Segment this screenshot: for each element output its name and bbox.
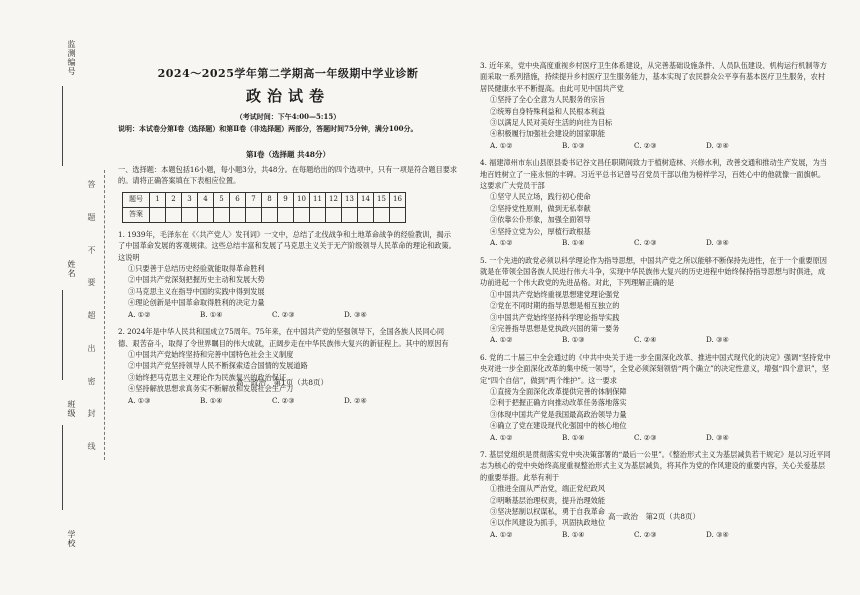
class-line — [62, 425, 63, 510]
seal-char: 答 — [87, 180, 96, 188]
question-option: ③以满足人民对美好生活的向往为目标 — [490, 118, 613, 128]
answer-choice[interactable]: D. ②④ — [706, 140, 729, 150]
seal-line-text — [86, 180, 97, 450]
question-option: ②党在不同时期的指导思想是相互独立的 — [490, 301, 620, 311]
question-option: ②明晰基层治理权责，提升治理效能 — [490, 495, 606, 505]
answer-choices — [480, 529, 832, 540]
answer-choice[interactable]: D. ③④ — [706, 335, 729, 345]
question-option: ④完善指导思想是党执政兴国的第一要务 — [490, 323, 620, 333]
section-instructions: 一、选择题：本题包括16小题，每小题3分，共48分。在每题给出的四个选项中，只有一项是符合题目要求的。请将正确答案填在下表相应位置。 — [118, 165, 458, 186]
question-block — [480, 60, 832, 151]
question-block — [118, 326, 458, 406]
question-option: ②中国共产党深刻把握历史主动和发展大势 — [128, 275, 265, 285]
answer-table-answer-row — [123, 207, 406, 222]
answer-cell[interactable] — [262, 207, 278, 222]
question-option: ④坚持解放思想求真务实不断解放和发展社会生产力 — [128, 384, 294, 394]
seal-char: 要 — [87, 278, 96, 287]
answer-choice[interactable]: C. ②④ — [634, 335, 657, 345]
question-stem: 4. 福建漳州市东山县原县委书记谷文昌任职期间致力于植树造林、兴修水利，改善交通和推动生产发展，为当地百姓树立了一座永恒的丰碑。习近平总书记曾号召党员干部以他为榜样学习，百姓心中的他就像一面旗帜。这要求广大党员干部 — [480, 158, 827, 191]
answer-choice[interactable]: A. ①② — [490, 335, 513, 345]
answer-choice[interactable]: C. ②③ — [634, 432, 657, 442]
question-block — [480, 255, 832, 346]
seal-char: 密 — [87, 376, 96, 385]
answer-number: 7 — [246, 192, 262, 207]
answer-number: 12 — [326, 192, 342, 207]
answer-cell[interactable] — [374, 207, 390, 222]
answer-choices — [480, 140, 832, 151]
answer-cell[interactable] — [182, 207, 198, 222]
answer-choice[interactable]: D. ③④ — [706, 432, 729, 442]
answer-number: 4 — [198, 192, 214, 207]
answer-cell[interactable] — [278, 207, 294, 222]
question-block — [480, 449, 832, 540]
seal-char: 封 — [87, 409, 96, 418]
question-option: ①中国共产党始终重视思想建党理论强党 — [490, 289, 620, 299]
answer-cell[interactable] — [214, 207, 230, 222]
answer-number: 9 — [278, 192, 294, 207]
answer-number: 5 — [214, 192, 230, 207]
answer-choice[interactable]: B. ①④ — [200, 309, 223, 319]
question-option: ③中国共产党始终坚持科学理论指导实践 — [490, 312, 620, 322]
answer-table — [122, 192, 406, 223]
answer-choice[interactable]: A. ①③ — [128, 395, 151, 405]
answer-choice[interactable]: B. ①③ — [562, 140, 585, 150]
name-label: 姓名 — [67, 260, 76, 278]
question-stem: 5. 一个先进的政党必须以科学理论作为指导思想，中国共产党之所以能够不断保持先进性，在于一个重要原因就是在带领全国各族人民进行伟大斗争，实现中华民族伟大复兴的历史进程中始终保持指导思想与时俱进，成功前进起一个伟大政党的先进品格。对此，下列理解正确的是 — [480, 255, 827, 288]
answer-cell[interactable] — [246, 207, 262, 222]
question-option: ④坚持立党为公，厚植行政根基 — [490, 226, 591, 236]
answer-choice[interactable]: B. ①④ — [562, 432, 585, 442]
answer-number: 1 — [150, 192, 166, 207]
answer-number: 3 — [182, 192, 198, 207]
answer-number: 16 — [390, 192, 406, 207]
answer-choice[interactable]: C. ②③ — [634, 238, 657, 248]
answer-choice[interactable]: A. ①② — [490, 529, 513, 539]
question-block — [118, 229, 458, 320]
question-option: ④积极履行加强社会建设的国家职能 — [490, 129, 606, 139]
question-option: ②坚持党性原则，做到无私奉献 — [490, 203, 591, 213]
question-option: ①直接为全面深化改革提供完善的体制保障 — [490, 386, 627, 396]
question-option: ④确立了党在建设现代化强国中的核心地位 — [490, 421, 627, 431]
question-option: ①中国共产党始终坚持和完善中国特色社会主义制度 — [128, 349, 294, 359]
answer-choice[interactable]: A. ①② — [128, 309, 151, 319]
answer-cell[interactable] — [166, 207, 182, 222]
answer-cell[interactable] — [230, 207, 246, 222]
answer-choice[interactable]: B. ①④ — [562, 238, 585, 248]
question-option: ④理论创新是中国革命取得胜利的决定力量 — [128, 298, 265, 308]
question-option: ①推进全面从严治党，端正党纪政风 — [490, 484, 606, 494]
exam-note: 说明：本试卷分第Ⅰ卷（选择题）和第Ⅱ卷（非选择题）两部分，答题时间75分钟，满分100分。 — [118, 124, 418, 134]
question-option: ②中国共产党坚持领导人民不断探索适合国情的发展道路 — [128, 361, 308, 371]
class-label: 班级 — [67, 400, 76, 418]
question-option: ③始终把马克思主义理论作为民族复兴的政治保证 — [128, 372, 287, 382]
section-title: 第Ⅰ卷（选择题 共48分） — [245, 149, 331, 159]
answer-choice[interactable]: A. ①② — [490, 140, 513, 150]
page-footer: 高一政治 第2页（共8页） — [608, 511, 701, 521]
question-stem: 1. 1939年，毛泽东在《〈共产党人〉发刊词》一文中，总结了北伐战争和土地革命战争的经验教训，揭示了中国革命发展的客观规律。这些总结丰富和发展了马克思主义关于无产阶级领导人民革命的理论和政策。这说明 — [118, 229, 456, 262]
answer-number: 15 — [374, 192, 390, 207]
answer-choices — [118, 309, 458, 320]
name-line — [62, 290, 63, 380]
answer-table-header: 答案 — [123, 207, 150, 222]
answer-cell[interactable] — [342, 207, 358, 222]
answer-choices — [480, 334, 832, 345]
question-stem: 7. 基层党组织是贯彻落实党中央决策部署的“最后一公里”。《整治形式主义为基层减负若干规定》是以习近平同志为核心的党中央始终高度重视整治形式主义为基层减负，将其作为党的作风建设的重要内容，关心关爱基层的重要举措。此举有利于 — [480, 450, 831, 482]
seal-char: 题 — [87, 212, 96, 221]
exam-id-label: 监测编号 — [67, 40, 76, 76]
page-2 — [480, 0, 832, 540]
answer-choice[interactable]: B. ①③ — [562, 335, 585, 345]
question-option: ③依靠公仆形象，加强全面领导 — [490, 215, 591, 225]
answer-cell[interactable] — [198, 207, 214, 222]
answer-choices — [480, 432, 832, 443]
answer-choices — [480, 237, 832, 248]
question-stem: 6. 党的二十届三中全会通过的《中共中央关于进一步全面深化改革、推进中国式现代化的决定》强调“坚持党中央对进一步全面深化改革的集中统一领导”，全党必须深刻领悟“两个确立”的决定性意义，增强“四个意识”，坚定“四个自信”，做到“两个维护”。这一要求 — [480, 352, 831, 385]
answer-cell[interactable] — [294, 207, 310, 222]
answer-choice[interactable]: D. ③④ — [706, 529, 729, 539]
answer-number: 10 — [294, 192, 310, 207]
answer-choice[interactable]: B. ①④ — [562, 529, 585, 539]
question-option: ①坚守人民立场，践行初心使命 — [490, 192, 591, 202]
answer-choice[interactable]: C. ②③ — [272, 395, 295, 405]
question-option: ②利于把握正确方向推动改革任务落地落实 — [490, 398, 627, 408]
answer-cell[interactable] — [326, 207, 342, 222]
question-option: ①坚持了全心全意为人民服务的宗旨 — [490, 95, 606, 105]
question-option: ③马克思主义在指导中国的实践中得到发展 — [128, 286, 265, 296]
question-option: ②统筹自身特殊利益和人民根本利益 — [490, 106, 606, 116]
question-option: ③体现中国共产党是我国最高政治领导力量 — [490, 409, 627, 419]
answer-choice[interactable]: B. ①④ — [200, 395, 223, 405]
answer-number: 6 — [230, 192, 246, 207]
answer-choice[interactable]: D. ③④ — [706, 238, 729, 248]
answer-choice[interactable]: A. ①② — [490, 432, 513, 442]
answer-choice[interactable]: D. ③④ — [344, 309, 367, 319]
answer-number: 13 — [342, 192, 358, 207]
exam-id-line — [62, 86, 63, 166]
answer-number: 2 — [166, 192, 182, 207]
question-block — [480, 352, 832, 443]
answer-cell[interactable] — [390, 207, 406, 222]
answer-cell[interactable] — [358, 207, 374, 222]
answer-table-header: 题号 — [123, 192, 150, 207]
seal-dashed-line — [104, 170, 105, 460]
seal-char: 出 — [87, 343, 96, 352]
answer-choice[interactable]: D. ②④ — [344, 395, 367, 405]
question-option: ④以作风建设为抓手，巩固执政地位 — [490, 518, 606, 528]
answer-cell[interactable] — [310, 207, 326, 222]
school-label: 学校 — [67, 530, 76, 548]
seal-char: 线 — [87, 442, 96, 450]
question-stem: 2. 2024年是中华人民共和国成立75周年。75年来，在中国共产党的坚强领导下，全国各族人民同心同德、艰苦奋斗，取得了令世界瞩目的伟大成就，正阔步走在中华民族伟大复兴的新征程上。其中的原因有 — [118, 327, 449, 348]
seal-char: 不 — [87, 245, 96, 254]
question-block — [480, 157, 832, 248]
page-1 — [118, 0, 458, 406]
answer-choice[interactable]: C. ②③ — [634, 529, 657, 539]
answer-number: 11 — [310, 192, 326, 207]
answer-number: 8 — [262, 192, 278, 207]
page-footer: 高一政治 第1页（共8页） — [236, 377, 329, 387]
exam-subtitle: 政治试卷 — [245, 87, 330, 106]
exam-time: （考试时间：下午4:00—5:15） — [235, 111, 341, 121]
exam-title: 2024～2025学年第二学期高一年级期中学业诊断 — [157, 67, 419, 80]
seal-char: 超 — [87, 311, 96, 319]
question-list — [480, 60, 832, 540]
answer-choices — [118, 395, 458, 406]
question-stem: 3. 近年来，党中央高度重视乡村医疗卫生体系建设，从完善基础设施条件、人员队伍建设、机构运行机制等方面采取一系列措施，持续提升乡村医疗卫生服务能力，基本实现了农民群众公平享有基本医疗卫生服务，农村居民健康水平不断提高。由此可见中国共产党 — [480, 61, 827, 93]
answer-table-number-row — [123, 192, 406, 207]
answer-choice[interactable]: C. ②③ — [634, 140, 657, 150]
question-option: ③坚决惩制以权谋私，勇于自我革命 — [490, 507, 606, 517]
answer-cell[interactable] — [150, 207, 166, 222]
question-option: ①只要善于总结历史经验就能取得革命胜利 — [128, 264, 265, 274]
answer-number: 14 — [358, 192, 374, 207]
binding-strip — [0, 0, 112, 595]
answer-choice[interactable]: C. ②③ — [272, 309, 295, 319]
answer-choice[interactable]: A. ①② — [490, 238, 513, 248]
